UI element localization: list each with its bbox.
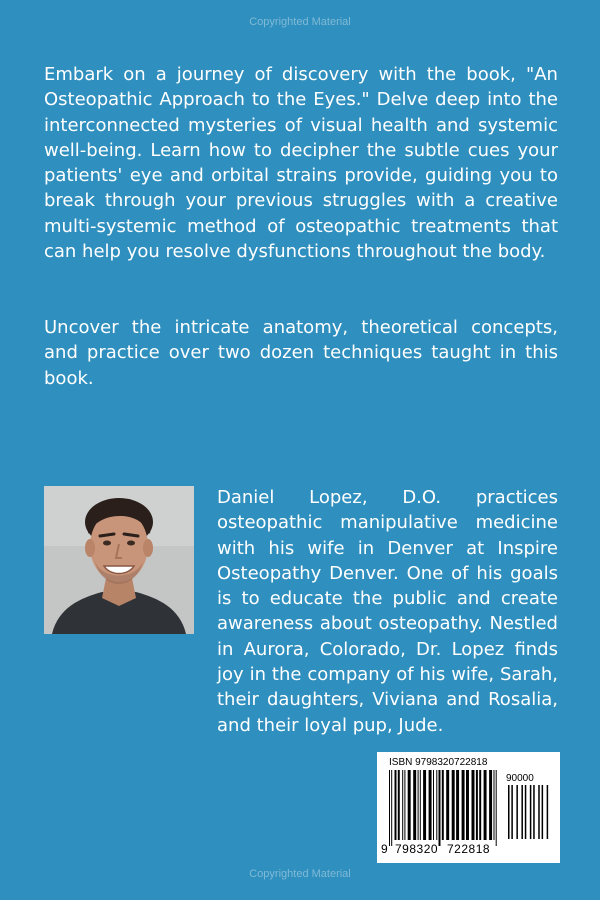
barcode-bar bbox=[418, 770, 419, 840]
desc-line: taught in this book. bbox=[44, 342, 559, 389]
barcode-main-bars bbox=[389, 770, 499, 846]
barcode-bar bbox=[472, 770, 475, 840]
barcode-bar bbox=[466, 770, 469, 840]
barcode-bar bbox=[389, 770, 390, 846]
barcode-bar bbox=[404, 770, 405, 840]
barcode-bar bbox=[511, 785, 513, 839]
isbn-barcode-box bbox=[377, 752, 560, 863]
author-bio bbox=[217, 485, 558, 738]
barcode-bar bbox=[452, 770, 455, 840]
barcode-bar bbox=[433, 770, 434, 840]
bio-line: osteopathy. Nestled in Aurora, bbox=[217, 613, 558, 660]
barcode-bar bbox=[547, 785, 549, 839]
barcode-bar bbox=[530, 785, 532, 839]
barcode-digit-group-1: 798320 bbox=[395, 842, 439, 856]
description-paragraph-2 bbox=[44, 315, 558, 391]
isbn-label: ISBN 9798320722818 bbox=[389, 757, 488, 768]
barcode-bar bbox=[420, 770, 421, 840]
barcode-bar bbox=[391, 770, 392, 846]
barcode-bar bbox=[413, 770, 416, 840]
desc-line: into the interconnected mysteries of visual health bbox=[44, 89, 558, 136]
barcode-addon-bars bbox=[508, 785, 550, 845]
desc-line: "An Osteopathic Approach to the Eyes." Delve deep bbox=[44, 64, 558, 111]
bio-line: daughters, Viviana and Rosalia, and bbox=[217, 689, 558, 736]
bio-line: osteopathic manipulative medicine bbox=[217, 512, 558, 534]
bio-line: Colorado, Dr. Lopez finds joy in the bbox=[217, 638, 558, 686]
desc-line: concepts, and practice over two dozen techniques bbox=[44, 317, 558, 364]
desc-line: and systemic well-being. Learn how to decipher the bbox=[44, 114, 558, 161]
desc-line: provide, guiding you to break through your previous bbox=[44, 165, 558, 212]
desc-line: osteopathic treatments that can help you resolve bbox=[44, 215, 558, 263]
bio-line: goals is to educate the public and bbox=[217, 562, 558, 610]
barcode-bar bbox=[395, 770, 397, 840]
barcode-bar bbox=[533, 785, 535, 839]
barcode-bar bbox=[446, 770, 449, 840]
barcode-bar bbox=[489, 770, 492, 840]
barcode-bar bbox=[462, 770, 465, 840]
bio-line: Osteopathy Denver. One of his bbox=[217, 562, 503, 584]
barcode-bar bbox=[516, 785, 518, 839]
price-code: 90000 bbox=[506, 773, 534, 784]
desc-line: subtle cues your patients' eye and orbital strains bbox=[44, 139, 558, 187]
barcode-bar bbox=[484, 770, 487, 840]
barcode-bar bbox=[542, 785, 544, 839]
barcode-bar bbox=[476, 770, 478, 840]
barcode-bar bbox=[423, 770, 426, 840]
desc-line: dysfunctions throughout the body. bbox=[236, 241, 546, 263]
barcode-bar bbox=[429, 770, 432, 840]
barcode-bar bbox=[508, 785, 510, 839]
barcode-bar bbox=[398, 770, 400, 840]
bio-line: with his wife in Denver at Inspire bbox=[217, 537, 558, 559]
bio-line: Daniel Lopez, D.O. practices bbox=[217, 487, 558, 508]
desc-line: struggles with a creative multi-systemic method of bbox=[44, 190, 558, 237]
barcode-bar bbox=[442, 770, 444, 840]
bio-line: company of his wife, Sarah, their bbox=[217, 664, 558, 711]
barcode-bar bbox=[538, 785, 540, 839]
bio-line: create awareness about bbox=[217, 588, 558, 635]
desc-line: Embark on a journey of discovery with the book, bbox=[44, 64, 516, 85]
desc-line: Uncover the intricate anatomy, theoretical bbox=[44, 317, 458, 338]
watermark-top: Copyrighted Material bbox=[249, 16, 351, 28]
bio-line: their loyal pup, Jude. bbox=[256, 714, 444, 736]
barcode-bar bbox=[408, 770, 411, 840]
barcode-bar bbox=[496, 770, 497, 846]
barcode-bar bbox=[525, 785, 527, 839]
author-photo bbox=[44, 486, 194, 634]
barcode-bar bbox=[494, 770, 495, 840]
barcode-bar bbox=[456, 770, 459, 840]
watermark-bottom: Copyrighted Material bbox=[249, 868, 351, 880]
barcode-bar bbox=[521, 785, 523, 839]
barcode-bar bbox=[439, 770, 441, 846]
description-paragraph-1 bbox=[44, 62, 558, 264]
author-portrait-icon bbox=[44, 486, 194, 634]
barcode-bar bbox=[479, 770, 481, 840]
barcode-bar bbox=[436, 770, 437, 840]
barcode-digit-group-2: 722818 bbox=[447, 842, 491, 856]
barcode-bar bbox=[402, 770, 403, 840]
barcode-first-digit: 9 bbox=[381, 842, 389, 856]
